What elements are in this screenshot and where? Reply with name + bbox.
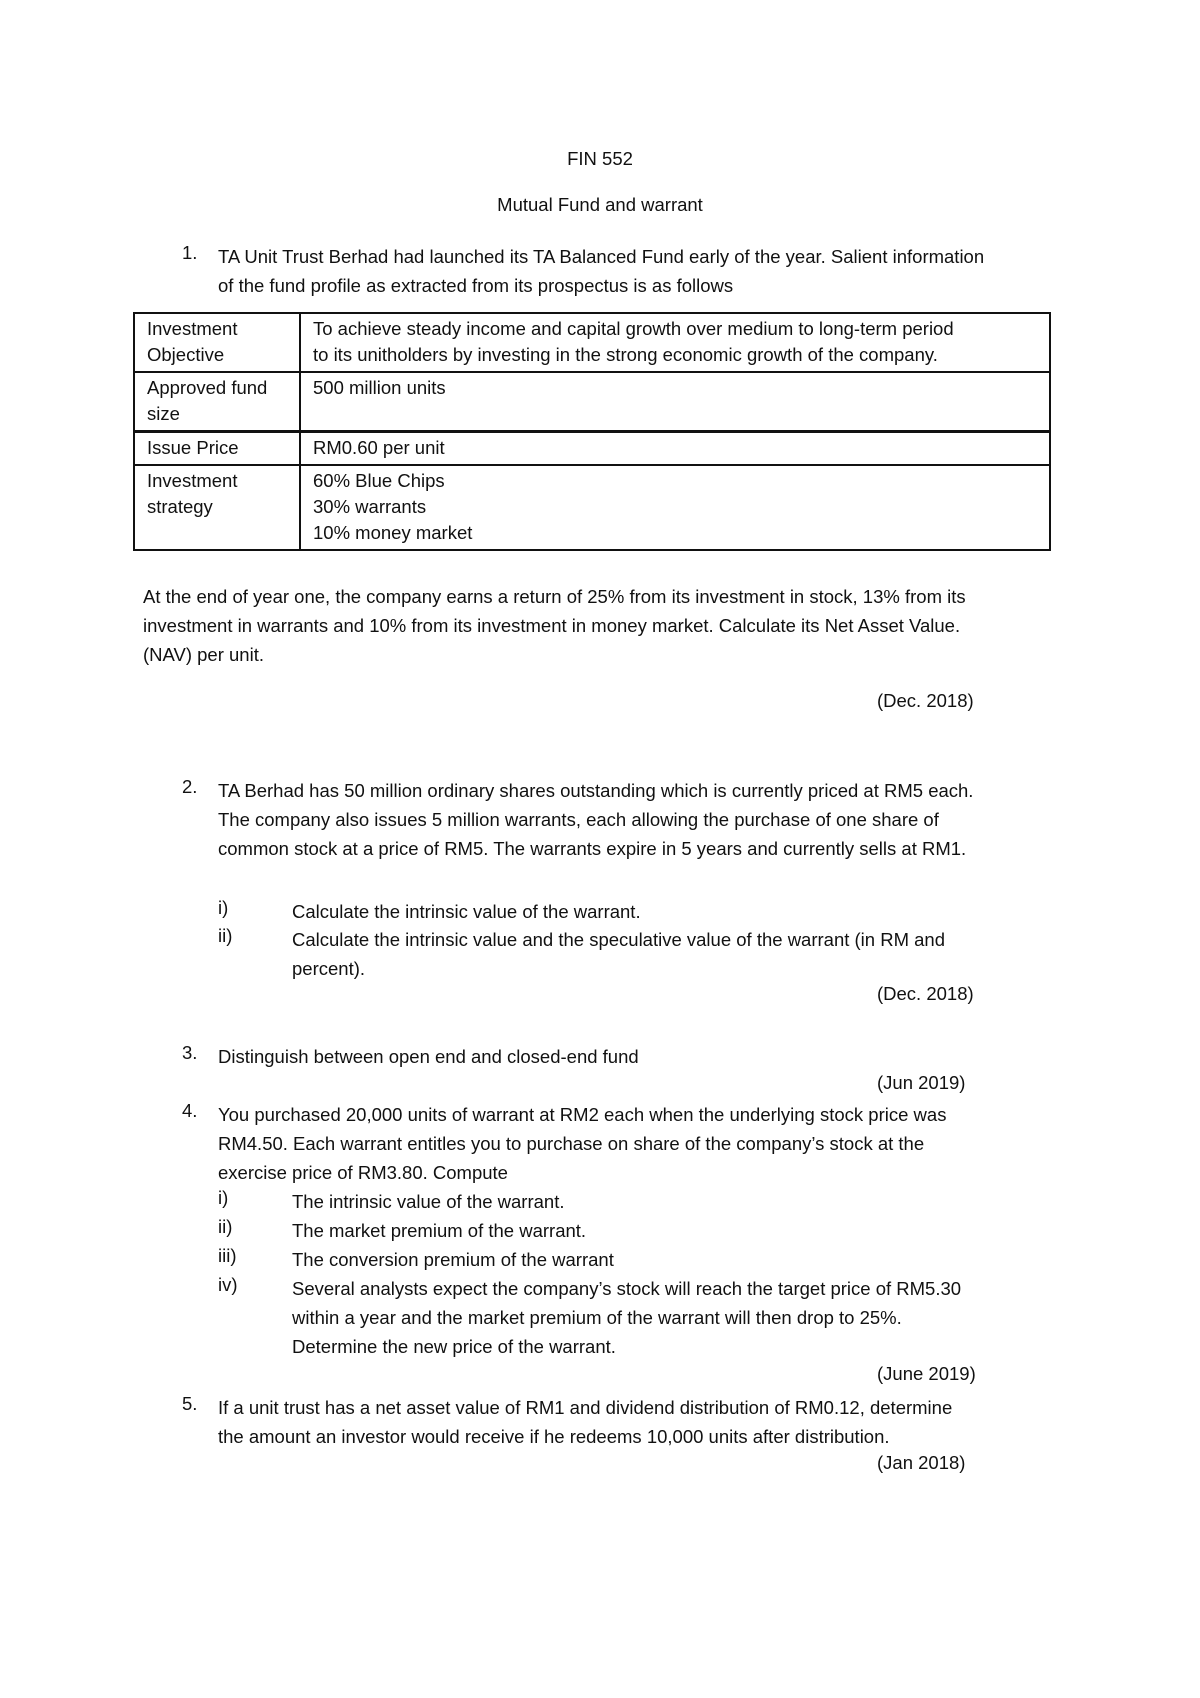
cell-line: Approved fund — [147, 377, 268, 398]
question-1-line: TA Unit Trust Berhad had launched its TA Balanced Fund early of the year. Salient information — [218, 246, 985, 267]
question-5-text — [218, 1393, 952, 1451]
question-4-number: 4. — [182, 1100, 198, 1121]
question-4-source: (June 2019) — [877, 1363, 976, 1384]
question-4-part-label: iii) — [218, 1245, 237, 1266]
table-row — [134, 432, 1050, 466]
question-2-part-text — [292, 925, 945, 983]
question-4-line: exercise price of RM3.80. Compute — [218, 1162, 508, 1183]
question-5-line: the amount an investor would receive if he redeems 10,000 units after distribution. — [218, 1426, 890, 1447]
question-4-part-label: i) — [218, 1187, 229, 1208]
cell-line: Objective — [147, 344, 225, 365]
question-4-line: RM4.50. Each warrant entitles you to purchase on share of the company’s stock at the — [218, 1133, 925, 1154]
part-line: percent). — [292, 958, 366, 979]
part-line: The market premium of the warrant. — [292, 1220, 587, 1241]
cell-line: To achieve steady income and capital growth over medium to long-term period — [313, 318, 954, 339]
question-2-source: (Dec. 2018) — [877, 983, 974, 1004]
question-2-part-text — [292, 897, 641, 926]
question-2-line: common stock at a price of RM5. The warrants expire in 5 years and currently sells at RM1. — [218, 838, 967, 859]
question-3-source: (Jun 2019) — [877, 1072, 966, 1093]
cell-line: 10% money market — [313, 522, 473, 543]
table-row — [134, 313, 1050, 372]
question-5-source: (Jan 2018) — [877, 1452, 966, 1473]
cell-line: 30% warrants — [313, 496, 427, 517]
question-3-text — [218, 1042, 639, 1071]
question-1-line: of the fund profile as extracted from its prospectus is as follows — [218, 275, 734, 296]
question-4-line: You purchased 20,000 units of warrant at RM2 each when the underlying stock price was — [218, 1104, 947, 1125]
question-4-part-text — [292, 1274, 961, 1361]
question-3-number: 3. — [182, 1042, 198, 1063]
course-code: FIN 552 — [567, 148, 633, 169]
question-5-number: 5. — [182, 1393, 198, 1414]
table-value-cell — [300, 465, 1050, 550]
cell-line: Investment — [147, 318, 238, 339]
question-1-number: 1. — [182, 242, 198, 263]
question-4-part-text — [292, 1187, 565, 1216]
cell-line: RM0.60 per unit — [313, 437, 445, 458]
followup-line: At the end of year one, the company earns a return of 25% from its investment in stock, 13% from its — [143, 586, 966, 607]
question-2-number: 2. — [182, 776, 198, 797]
question-2-line: The company also issues 5 million warrants, each allowing the purchase of one share of — [218, 809, 939, 830]
page-title: Mutual Fund and warrant — [497, 194, 703, 215]
part-line: Calculate the intrinsic value of the warrant. — [292, 901, 641, 922]
cell-line: 60% Blue Chips — [313, 470, 445, 491]
cell-line: to its unitholders by investing in the strong economic growth of the company. — [313, 344, 938, 365]
part-line: The conversion premium of the warrant — [292, 1249, 614, 1270]
cell-line: size — [147, 403, 180, 424]
followup-line: (NAV) per unit. — [143, 644, 264, 665]
question-1-text — [218, 242, 984, 300]
followup-line: investment in warrants and 10% from its investment in money market. Calculate its Net Asset Value. — [143, 615, 961, 636]
table-value-cell — [300, 372, 1050, 432]
question-1-source: (Dec. 2018) — [877, 690, 974, 711]
fund-profile-table — [133, 312, 1051, 551]
part-line: Determine the new price of the warrant. — [292, 1336, 616, 1357]
table-key-cell — [134, 372, 300, 432]
question-4-part-label: iv) — [218, 1274, 238, 1295]
table-key-cell — [134, 465, 300, 550]
question-4-part-text — [292, 1245, 614, 1274]
table-key-cell — [134, 432, 300, 466]
question-5-line: If a unit trust has a net asset value of RM1 and dividend distribution of RM0.12, determine — [218, 1397, 953, 1418]
question-3-line: Distinguish between open end and closed-end fund — [218, 1046, 639, 1067]
question-4-part-text — [292, 1216, 586, 1245]
question-2-line: TA Berhad has 50 million ordinary shares outstanding which is currently priced at RM5 each. — [218, 780, 974, 801]
table-key-cell — [134, 313, 300, 372]
question-1-followup — [143, 582, 966, 669]
part-line: Calculate the intrinsic value and the speculative value of the warrant (in RM and — [292, 929, 945, 950]
table-row — [134, 465, 1050, 550]
cell-line: 500 million units — [313, 377, 446, 398]
question-4-text — [218, 1100, 946, 1187]
cell-line: strategy — [147, 496, 213, 517]
table-row — [134, 372, 1050, 432]
question-4-part-label: ii) — [218, 1216, 233, 1237]
question-2-part-label: ii) — [218, 925, 233, 946]
cell-line: Investment — [147, 470, 238, 491]
cell-line: Issue Price — [147, 437, 239, 458]
table-value-cell — [300, 313, 1050, 372]
part-line: Several analysts expect the company’s stock will reach the target price of RM5.30 — [292, 1278, 962, 1299]
question-2-text — [218, 776, 973, 863]
question-2-part-label: i) — [218, 897, 229, 918]
part-line: The intrinsic value of the warrant. — [292, 1191, 565, 1212]
table-value-cell — [300, 432, 1050, 466]
part-line: within a year and the market premium of the warrant will then drop to 25%. — [292, 1307, 902, 1328]
